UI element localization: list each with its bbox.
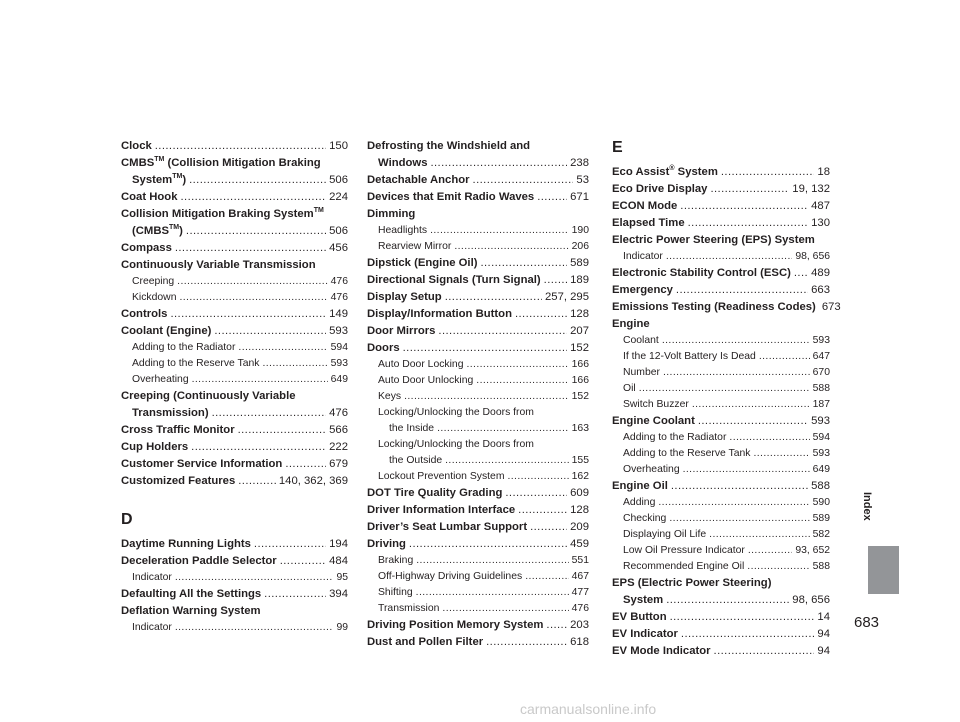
index-subentry: Kickdown ..... 476 xyxy=(121,290,348,306)
index-subentry: Adding to the Reserve Tank ..... 593 xyxy=(121,356,348,372)
index-subentry: Lockout Prevention System ..... 162 xyxy=(367,469,589,485)
index-entry: Driver Information Interface ..... 128 xyxy=(367,502,589,519)
index-column-3 xyxy=(612,138,841,660)
index-subentry: Indicator ..... 95 xyxy=(121,570,348,586)
index-entry: Electric Power Steering (EPS) System xyxy=(612,234,815,246)
index-entry: CMBS™ (Collision Mitigation Braking xyxy=(121,156,321,169)
index-subentry: Locking/Unlocking the Doors from xyxy=(378,407,534,418)
index-entry: Deceleration Paddle Selector ..... 484 xyxy=(121,553,348,570)
index-subentry: Adding ..... 590 xyxy=(612,495,830,511)
index-entry: Display Setup ..... 257, 295 xyxy=(367,289,589,306)
index-entry: Engine xyxy=(612,318,650,330)
index-entry: Devices that Emit Radio Waves ..... 671 xyxy=(367,189,589,206)
index-subentry: Overheating ..... 649 xyxy=(121,372,348,388)
index-entry: Transmission) ..... 476 xyxy=(121,405,348,422)
index-entry: Continuously Variable Transmission xyxy=(121,259,316,271)
index-entry: Coolant (Engine) ..... 593 xyxy=(121,323,348,340)
index-subentry: Checking ..... 589 xyxy=(612,511,830,527)
index-entry: Driving ..... 459 xyxy=(367,536,589,553)
index-entry: Customized Features ..... 140, 362, 369 xyxy=(121,473,348,490)
index-subentry: Keys ..... 152 xyxy=(367,389,589,405)
index-entry: ECON Mode ..... 487 xyxy=(612,198,830,215)
index-entry: (CMBS™) ..... 506 xyxy=(121,223,348,240)
index-subentry: Creeping ..... 476 xyxy=(121,274,348,290)
index-subentry: the Outside ..... 155 xyxy=(367,453,589,469)
index-entry: EPS (Electric Power Steering) xyxy=(612,577,772,589)
index-subentry: Indicator ..... 99 xyxy=(121,620,348,636)
index-column-2 xyxy=(367,138,589,651)
index-entry: Doors ..... 152 xyxy=(367,340,589,357)
index-entry: Clock ..... 150 xyxy=(121,138,348,155)
index-entry: Cup Holders ..... 222 xyxy=(121,439,348,456)
section-letter-d: D xyxy=(121,511,133,528)
index-entry: Customer Service Information ..... 679 xyxy=(121,456,348,473)
index-tab-marker xyxy=(868,546,899,594)
section-side-label: Index xyxy=(861,492,873,521)
index-subentry: Overheating ..... 649 xyxy=(612,462,830,478)
index-entry: Collision Mitigation Braking System™ xyxy=(121,207,324,220)
index-subentry: If the 12-Volt Battery Is Dead ..... 647 xyxy=(612,349,830,365)
index-entry: Creeping (Continuously Variable xyxy=(121,390,296,402)
index-entry: Dipstick (Engine Oil) ..... 589 xyxy=(367,255,589,272)
index-entry: EV Mode Indicator ..... 94 xyxy=(612,643,830,660)
index-subentry: Auto Door Unlocking ..... 166 xyxy=(367,373,589,389)
index-subentry: Locking/Unlocking the Doors from xyxy=(378,439,534,450)
index-entry: Detachable Anchor ..... 53 xyxy=(367,172,589,189)
index-entry: EV Button ..... 14 xyxy=(612,609,830,626)
index-entry: Controls ..... 149 xyxy=(121,306,348,323)
index-entry: Directional Signals (Turn Signal) ..... 189 xyxy=(367,272,589,289)
index-entry: Eco Drive Display ..... 19, 132 xyxy=(612,181,830,198)
index-entry: Display/Information Button ..... 128 xyxy=(367,306,589,323)
watermark: carmanualsonline.info xyxy=(520,701,657,717)
index-subentry: Rearview Mirror ..... 206 xyxy=(367,239,589,255)
index-entry: Driving Position Memory System ..... 203 xyxy=(367,617,589,634)
index-subentry: Number ..... 670 xyxy=(612,365,830,381)
index-entry: Door Mirrors ..... 207 xyxy=(367,323,589,340)
index-entry: Emissions Testing (Readiness Codes) 673 xyxy=(612,301,841,313)
index-subentry: Braking ..... 551 xyxy=(367,553,589,569)
page-number: 683 xyxy=(854,614,880,631)
index-subentry: Transmission ..... 476 xyxy=(367,601,589,617)
index-subentry: Indicator ..... 98, 656 xyxy=(612,249,830,265)
index-entry: Engine Coolant ..... 593 xyxy=(612,413,830,430)
index-entry: Dimming xyxy=(367,208,416,220)
index-entry: EV Indicator ..... 94 xyxy=(612,626,830,643)
index-entry: DOT Tire Quality Grading ..... 609 xyxy=(367,485,589,502)
index-entry: Electronic Stability Control (ESC) ..... 489 xyxy=(612,265,830,282)
index-subentry: Shifting ..... 477 xyxy=(367,585,589,601)
index-entry: Emergency ..... 663 xyxy=(612,282,830,299)
index-column-1 xyxy=(121,138,348,636)
index-subentry: Switch Buzzer ..... 187 xyxy=(612,397,830,413)
index-entry: Coat Hook ..... 224 xyxy=(121,189,348,206)
index-entry: Deflation Warning System xyxy=(121,605,261,617)
index-entry: Windows ..... 238 xyxy=(367,155,589,172)
index-entry: System ..... 98, 656 xyxy=(612,592,830,609)
index-entry: Daytime Running Lights ..... 194 xyxy=(121,536,348,553)
index-subentry: the Inside ..... 163 xyxy=(367,421,589,437)
index-subentry: Off-Highway Driving Guidelines ..... 467 xyxy=(367,569,589,585)
index-subentry: Coolant ..... 593 xyxy=(612,333,830,349)
index-entry: Eco Assist® System ..... 18 xyxy=(612,164,830,181)
index-subentry: Auto Door Locking ..... 166 xyxy=(367,357,589,373)
index-subentry: Oil ..... 588 xyxy=(612,381,830,397)
index-subentry: Recommended Engine Oil ..... 588 xyxy=(612,559,830,575)
index-entry: System™) ..... 506 xyxy=(121,172,348,189)
index-entry: Elapsed Time ..... 130 xyxy=(612,215,830,232)
index-entry: Defrosting the Windshield and xyxy=(367,140,531,152)
index-entry: Compass ..... 456 xyxy=(121,240,348,257)
index-entry: Cross Traffic Monitor ..... 566 xyxy=(121,422,348,439)
index-subentry: Displaying Oil Life ..... 582 xyxy=(612,527,830,543)
index-subentry: Headlights ..... 190 xyxy=(367,223,589,239)
index-subentry: Adding to the Radiator ..... 594 xyxy=(612,430,830,446)
index-entry: Defaulting All the Settings ..... 394 xyxy=(121,586,348,603)
index-subentry: Adding to the Radiator ..... 594 xyxy=(121,340,348,356)
index-entry: Driver’s Seat Lumbar Support ..... 209 xyxy=(367,519,589,536)
index-entry: Dust and Pollen Filter ..... 618 xyxy=(367,634,589,651)
index-entry: Engine Oil ..... 588 xyxy=(612,478,830,495)
index-subentry: Adding to the Reserve Tank ..... 593 xyxy=(612,446,830,462)
section-letter-e: E xyxy=(612,139,623,156)
index-subentry: Low Oil Pressure Indicator ..... 93, 652 xyxy=(612,543,830,559)
